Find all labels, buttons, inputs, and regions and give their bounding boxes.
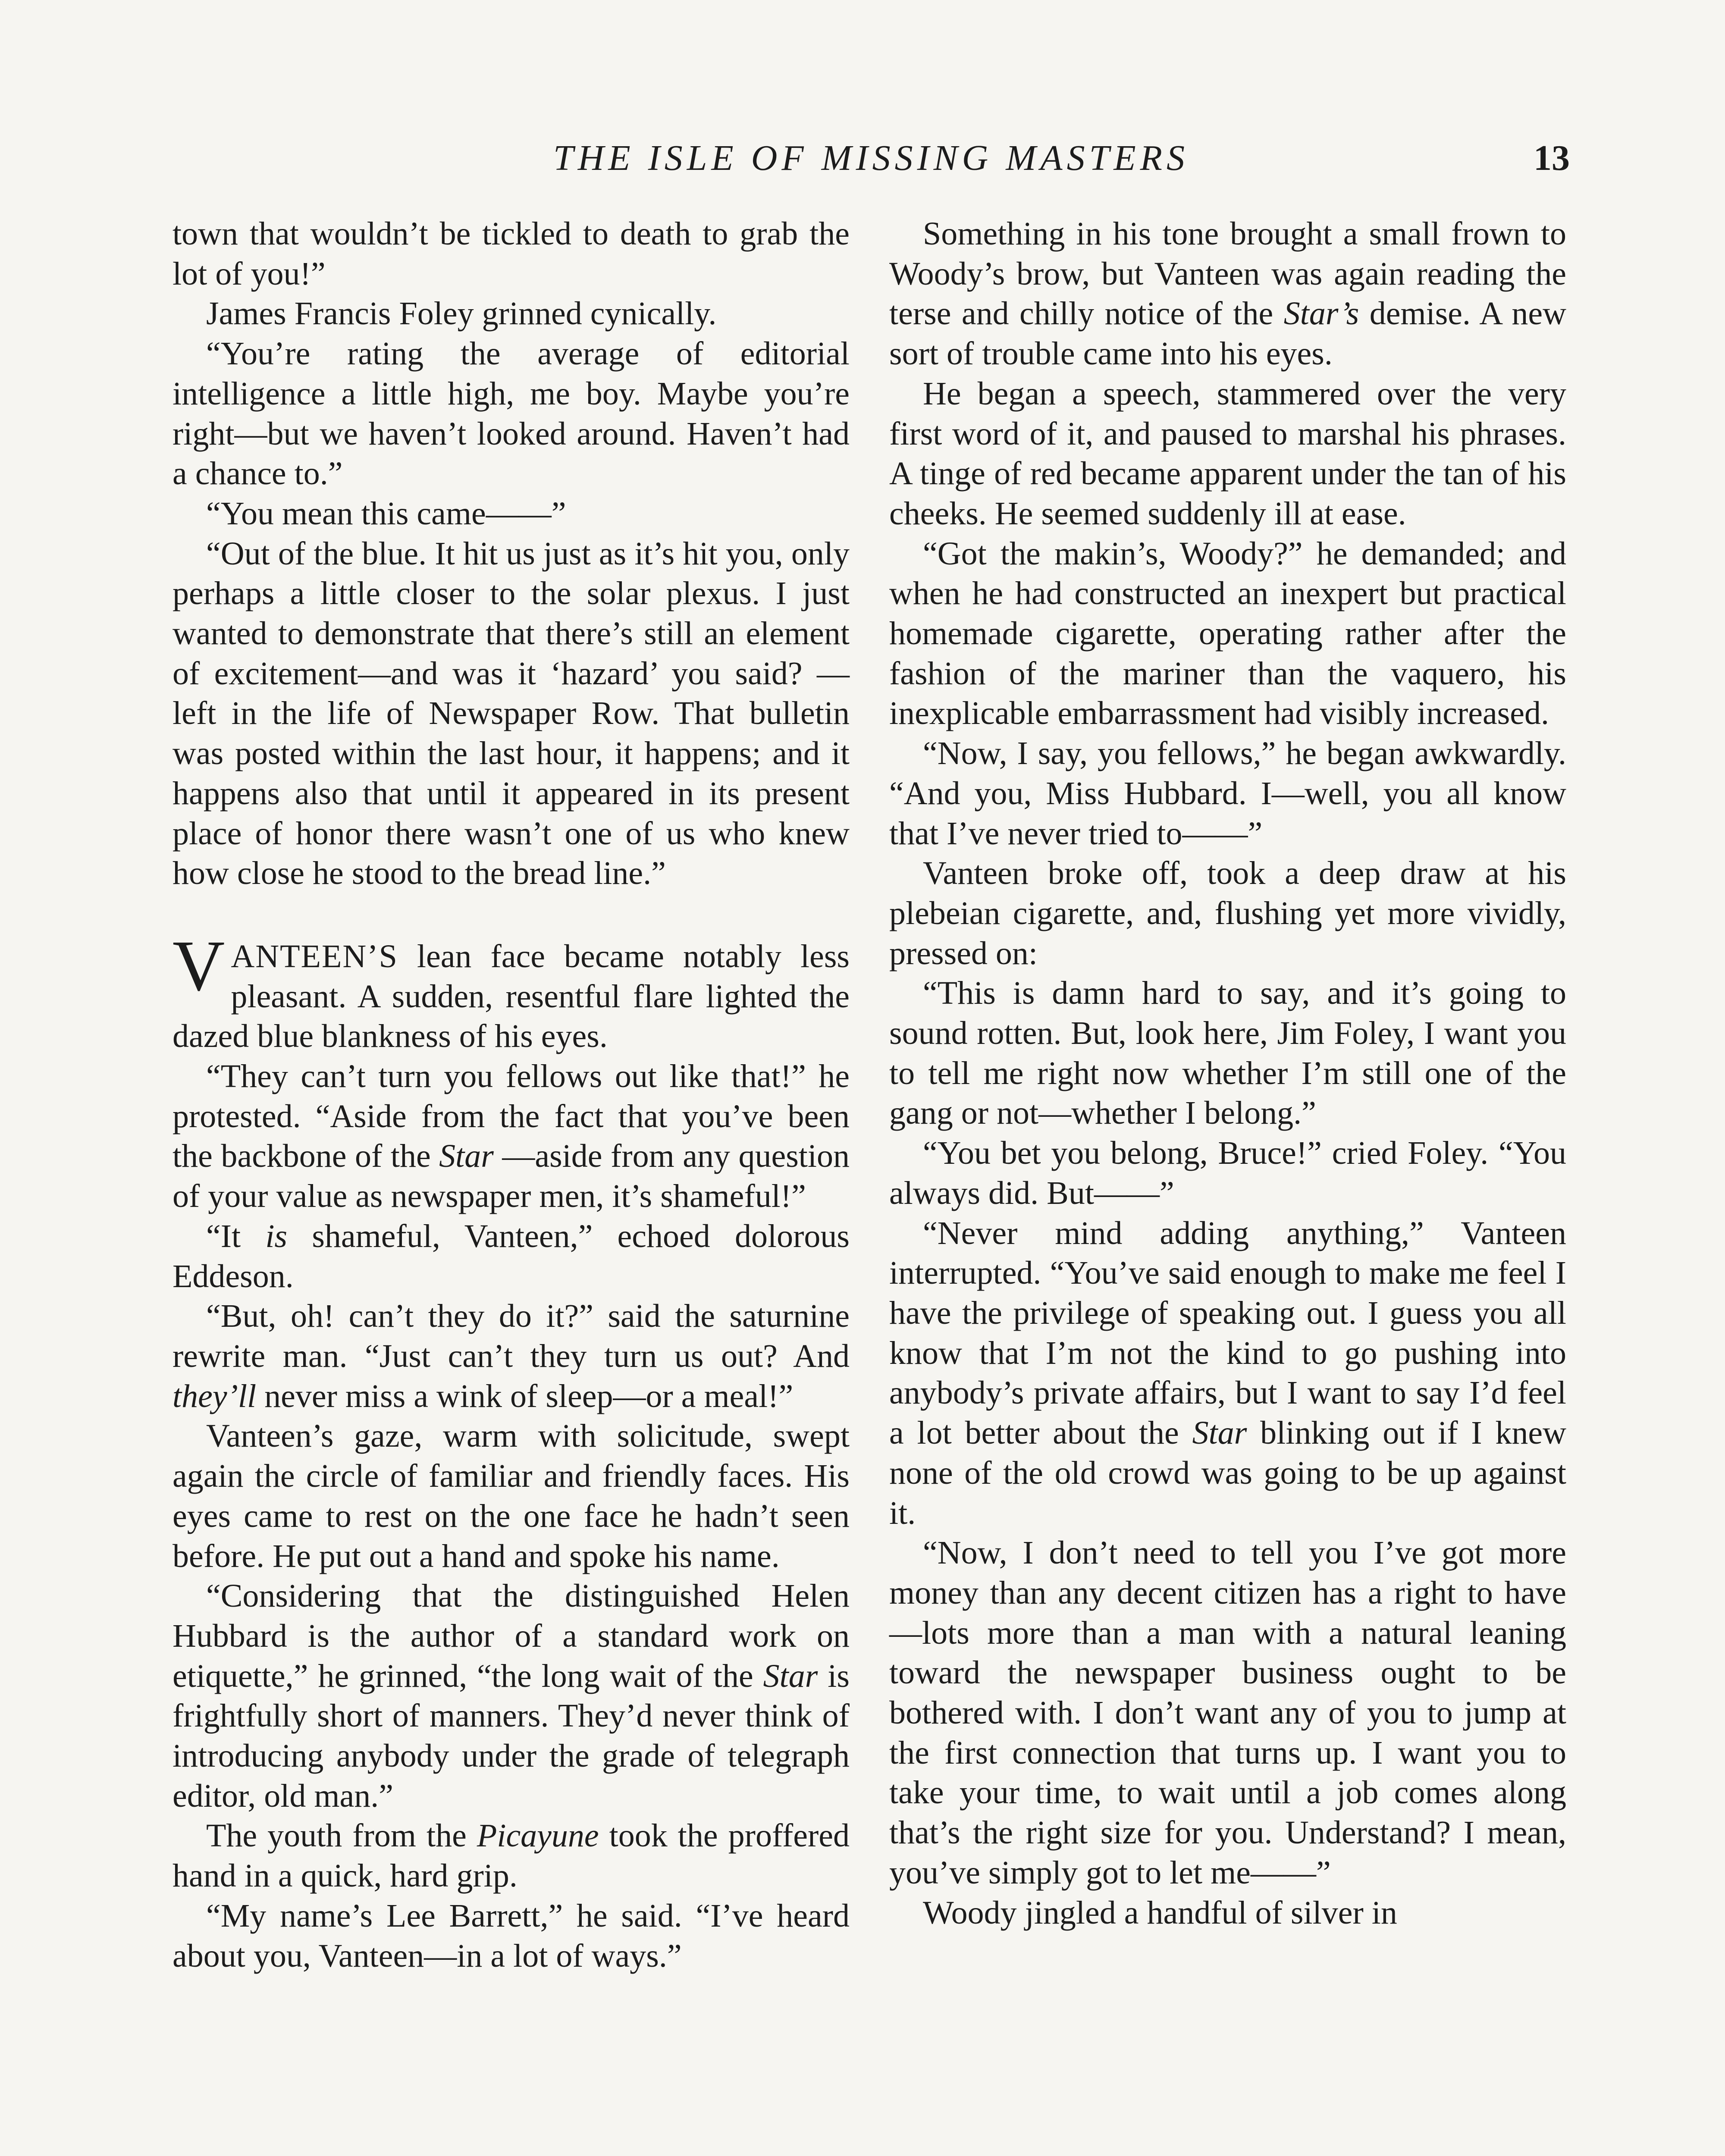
paragraph-section-start bbox=[172, 925, 850, 1056]
text-run: lean face became notably less pleasant. A sudden, resentful flare lighted the dazed blue blankness of his eyes. bbox=[172, 938, 850, 1055]
paragraph: Vanteen broke off, took a deep draw at his plebeian cigarette, and, flushing yet more vividly, pressed on: bbox=[889, 855, 1566, 971]
paragraph: “You bet you belong, Bruce!” cried Foley. “You always did. But——” bbox=[889, 1135, 1566, 1211]
small-caps-lead: ANTEEN’S bbox=[231, 938, 398, 975]
paragraph: “You’re rating the average of editorial intelligence a little high, me boy. Maybe you’re right—but we haven’t looked around. Haven’t had a chance to.” bbox=[172, 335, 850, 492]
paragraph bbox=[172, 1816, 850, 1896]
text-run: blinking out if I knew none of the old crowd was going to be up against it. bbox=[889, 1415, 1566, 1531]
paragraph: “This is damn hard to say, and it’s going to sound rotten. But, look here, Jim Foley, I want you to tell me right now whether I’m still one of the gang or not—whether I belong.” bbox=[889, 975, 1566, 1131]
text-run: took the proffered hand in a quick, hard grip. bbox=[172, 1818, 850, 1894]
running-title: THE ISLE OF MISSING MASTERS bbox=[553, 138, 1189, 178]
italic-text: Star bbox=[763, 1658, 818, 1694]
italic-text: Star’s bbox=[1283, 295, 1359, 332]
paragraph: “My name’s Lee Barrett,” he said. “I’ve heard about you, Vanteen—in a lot of ways.” bbox=[172, 1897, 850, 1974]
text-run: shameful, Vanteen,” echoed dolorous Eddeson. bbox=[172, 1218, 850, 1294]
text-run: never miss a wink of sleep—or a meal!” bbox=[256, 1378, 794, 1414]
paragraph: “Out of the blue. It hit us just as it’s hit you, only perhaps a little closer to the solar plexus. I just wanted to demonstrate that there’s still an element of excitement—and was it ‘hazard’ you said? —left in the life of Newspaper Row. That bulletin was posted within the last hour, it happens; and it happens also that until it appeared in its present place of honor there wasn’t one of us who knew how close he stood to the bread line.” bbox=[172, 535, 850, 892]
text-run: “Never mind adding anything,” Vanteen interrupted. “You’ve said enough to make me feel I have the privilege of speaking out. I guess you all know that I’m not the kind to go pushing into anybody’s private affairs, but I want to say I’d feel a lot better about the bbox=[889, 1215, 1566, 1451]
paragraph: town that wouldn’t be tickled to death to grab the lot of you!” bbox=[172, 216, 850, 292]
paragraph: “You mean this came——” bbox=[206, 495, 566, 532]
italic-text: is bbox=[265, 1218, 288, 1254]
running-header bbox=[172, 137, 1570, 185]
text-run: “Considering that the distinguished Helen Hubbard is the author of a standard work on etiquette,” he grinned, “the long wait of the bbox=[172, 1578, 850, 1694]
paragraph: Vanteen’s gaze, warm with solicitude, swept again the circle of familiar and friendly faces. His eyes came to rest on the one face he hadn’t seen before. He put out a hand and spoke his name. bbox=[172, 1418, 850, 1574]
text-run: “But, oh! can’t they do it?” said the saturnine rewrite man. “Just can’t they turn us out? And bbox=[172, 1298, 850, 1374]
paragraph bbox=[172, 1056, 850, 1216]
paragraph bbox=[889, 1213, 1566, 1533]
paragraph bbox=[889, 214, 1566, 374]
paragraph bbox=[172, 1576, 850, 1816]
paragraph bbox=[172, 1216, 850, 1296]
italic-text: Star bbox=[439, 1138, 494, 1175]
paragraph: He began a speech, stammered over the very first word of it, and paused to marshal his phrases. A tinge of red became apparent under the tan of his cheeks. He seemed suddenly ill at ease. bbox=[889, 375, 1566, 532]
text-run: Something in his tone brought a small frown to Woody’s brow, but Vanteen was again reading the terse and chilly notice of the bbox=[889, 216, 1566, 332]
page-number: 13 bbox=[1534, 138, 1570, 178]
italic-text: they’ll bbox=[172, 1378, 257, 1414]
left-column bbox=[172, 214, 850, 1976]
text-run: The youth from the bbox=[206, 1818, 477, 1854]
paragraph: “Now, I don’t need to tell you I’ve got more money than any decent citizen has a right to have—lots more than a man with a natural leaning toward the newspaper business ought to be bothered with. I don’t want any of you to jump at the first connection that turns up. I want you to take your time, to wait until a job comes along that’s the right size for you. Understand? I mean, you’ve simply got to let me——” bbox=[889, 1535, 1566, 1891]
paragraph bbox=[172, 1296, 850, 1416]
text-run: “It bbox=[206, 1218, 266, 1254]
drop-cap: V bbox=[172, 925, 225, 1006]
text-run: —aside from any question of your value as newspaper men, it’s shameful!” bbox=[172, 1138, 850, 1215]
text-run: “They can’t turn you fellows out like that!” he protested. “Aside from the fact that you’ve been the backbone of the bbox=[172, 1058, 850, 1175]
text-run: is frightfully short of manners. They’d never think of introducing anybody under the grade of telegraph editor, old man.” bbox=[172, 1658, 850, 1814]
paragraph: James Francis Foley grinned cynically. bbox=[206, 295, 717, 332]
paragraph: Woody jingled a handful of silver in bbox=[923, 1894, 1397, 1931]
italic-text: Picayune bbox=[477, 1818, 599, 1854]
paragraph: “Got the makin’s, Woody?” he demanded; and when he had constructed an inexpert but practical homemade cigarette, operating rather after the fashion of the mariner than the vaquero, his inexplicable embarrassment had visibly increased. bbox=[889, 535, 1566, 732]
paragraph: “Now, I say, you fellows,” he began awkwardly. “And you, Miss Hubbard. I—well, you all know that I’ve never tried to——” bbox=[889, 735, 1566, 852]
text-run: demise. A new sort of trouble came into his eyes. bbox=[889, 295, 1566, 372]
right-column bbox=[889, 214, 1566, 1933]
italic-text: Star bbox=[1192, 1415, 1247, 1451]
